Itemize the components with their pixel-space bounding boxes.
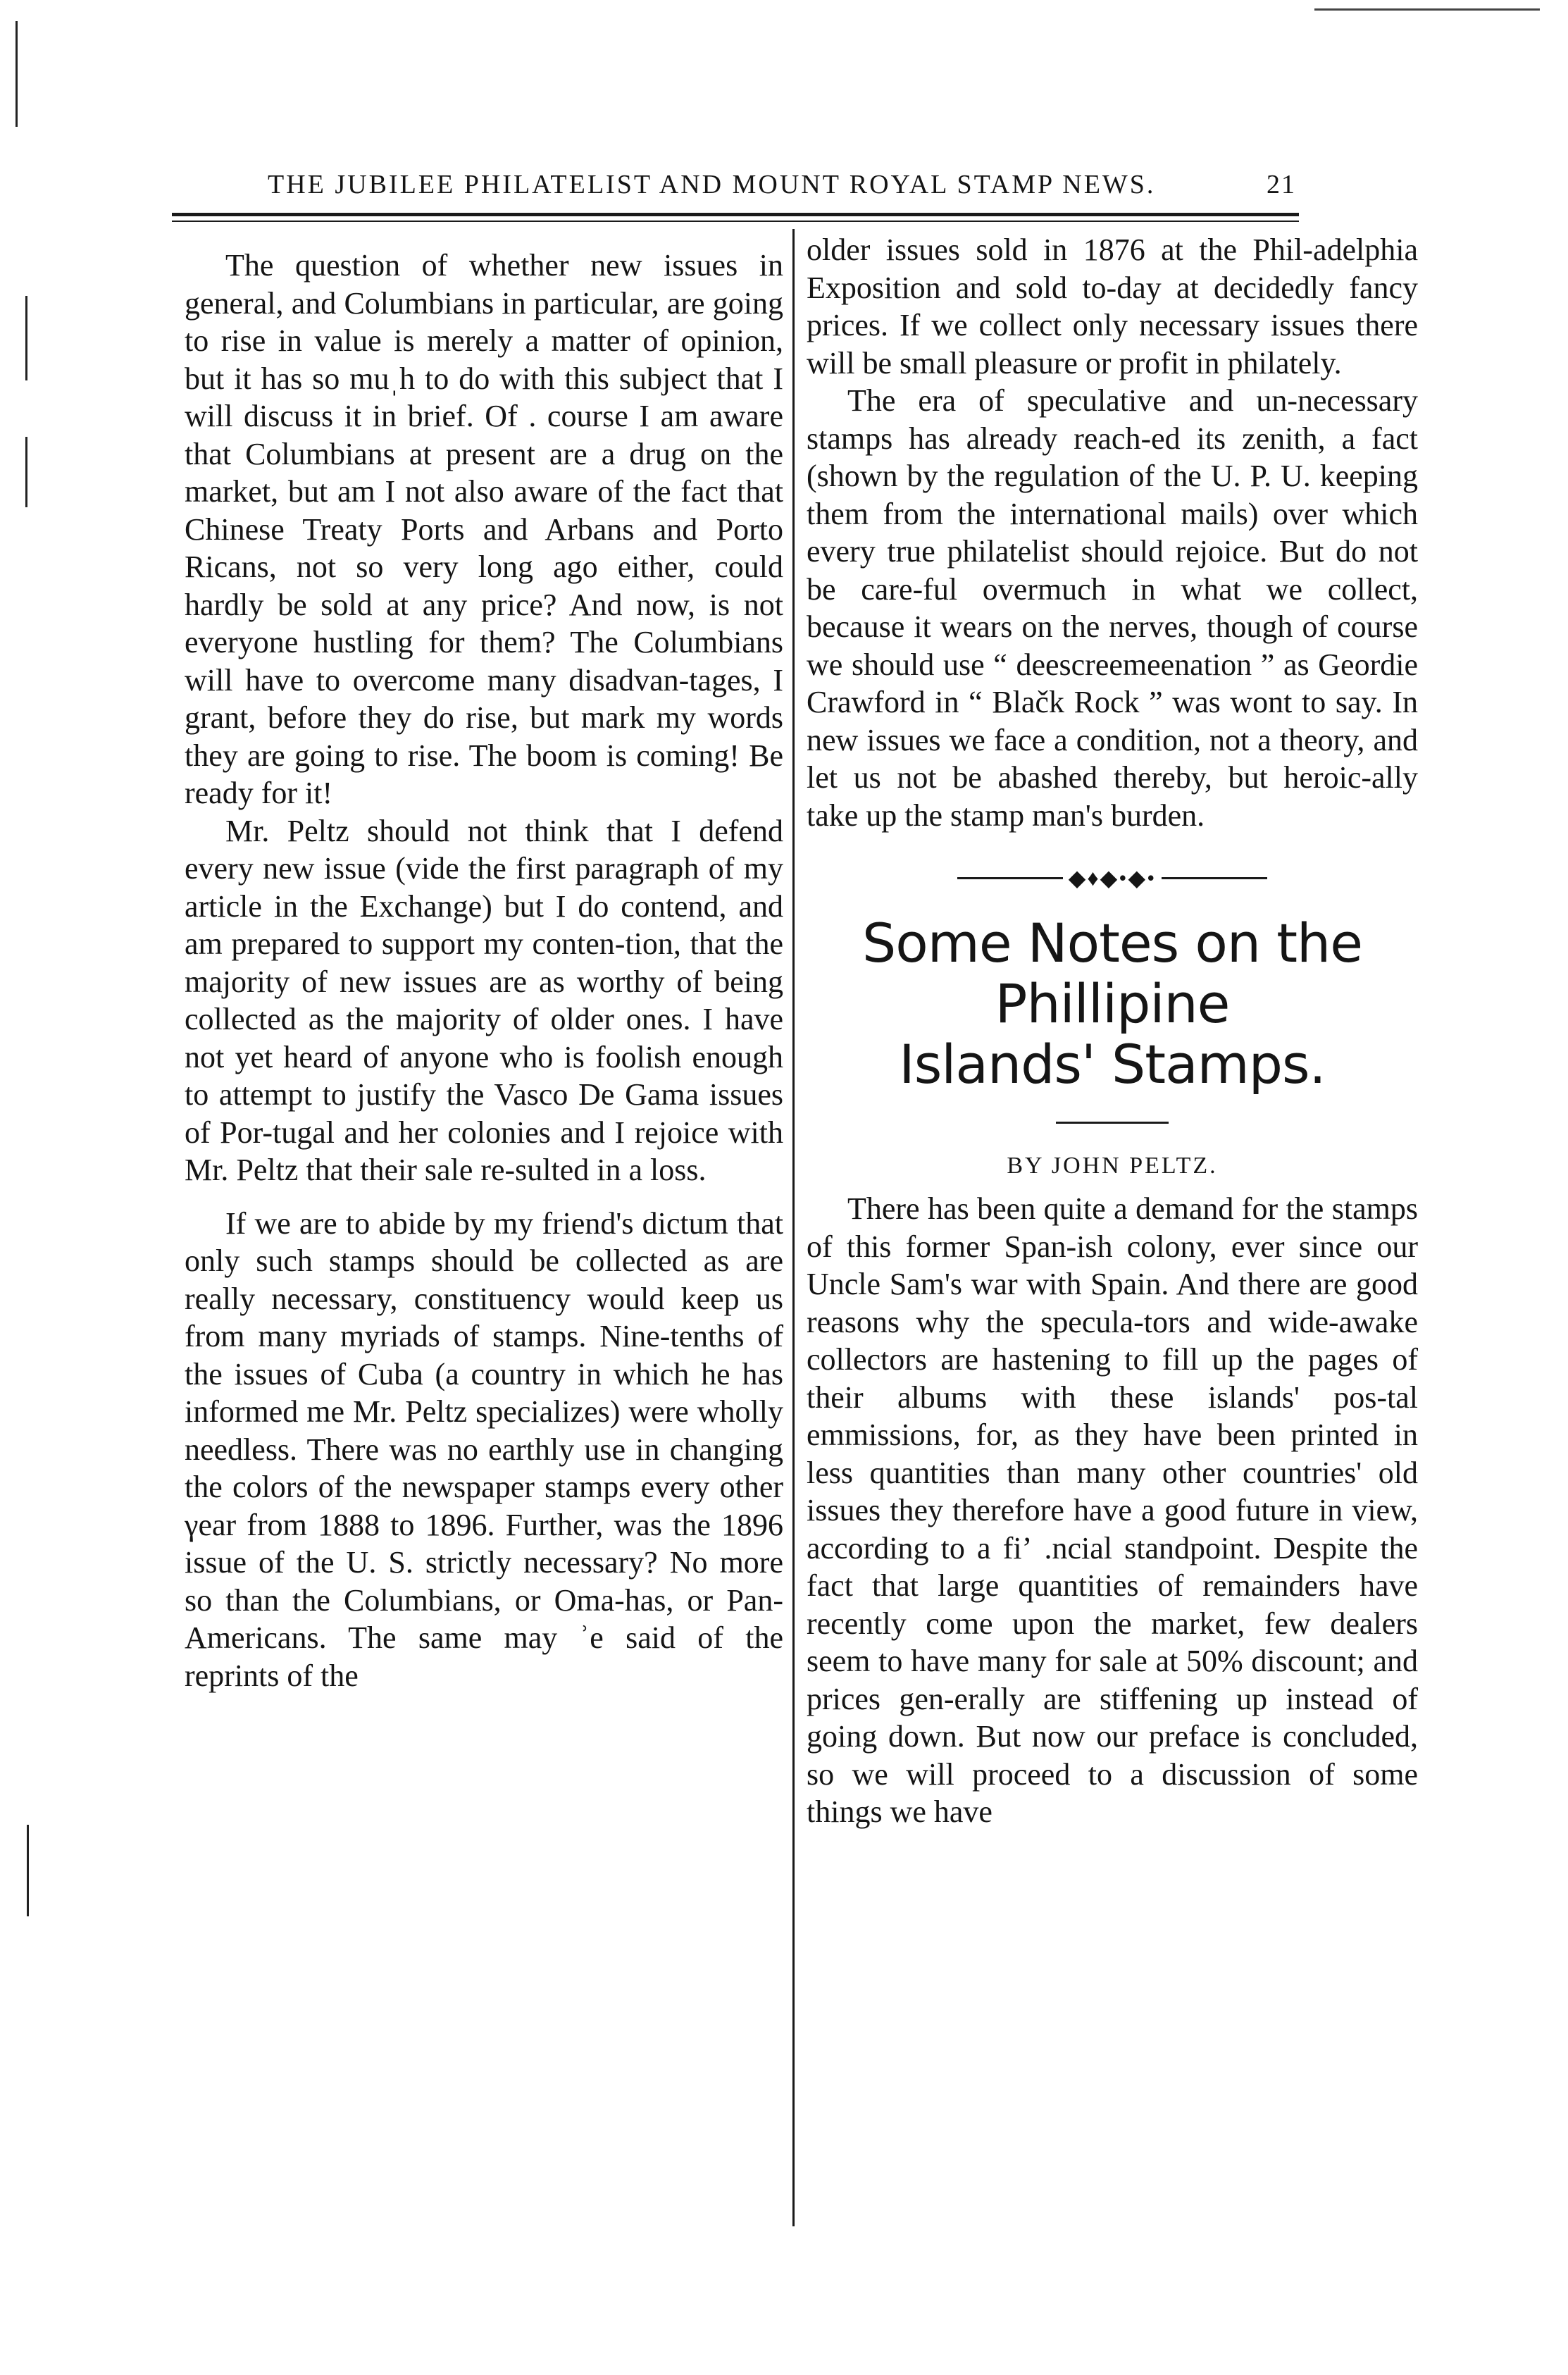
- paragraph: If we are to abide by my friend's dictum that only such stamps should be collected as are really necessary, constituency would keep us from many myriads of stamps. Nine-tenths of the issues of Cuba (a country in which he has informed me Mr. Peltz specializes) were wholly needless. There was no earthly use in changing the colors of the newspaper stamps every other γear from 1888 to 1896. Further, was the 1896 issue of the U. S. strictly necessary? No more so than the Columbians, or Oma-has, or Pan-Americans. The same may ʾe said of the reprints of the: [185, 1205, 783, 1693]
- header-rule-thick: [172, 213, 1299, 216]
- header-rule-thin: [172, 221, 1299, 222]
- ornament-center: ◆♦◆•◆•: [1068, 865, 1157, 891]
- journal-title: THE JUBILEE PHILATELIST AND MOUNT ROYAL STAMP NEWS.: [268, 170, 1156, 199]
- column-divider: [792, 229, 795, 2226]
- ornament-line-left: [957, 877, 1063, 879]
- right-column: [807, 231, 1418, 1831]
- left-column: [185, 231, 783, 1694]
- scan-corner-mark: [1314, 8, 1540, 11]
- page-number: 21: [1267, 170, 1296, 199]
- paragraph-continuation: older issues sold in 1876 at the Phil-adelphia Exposition and sold to-day at decidedly fancy prices. If we collect only necessary issues there will be small pleasure or profit in philately.: [807, 232, 1418, 380]
- scan-margin-mark: [25, 296, 27, 380]
- ornament-line-right: [1162, 877, 1267, 879]
- scan-margin-mark: [15, 21, 18, 127]
- article-title-line1: Some Notes on the Phillipine: [862, 912, 1362, 1035]
- section-ornament: [807, 865, 1418, 891]
- byline: BY JOHN PELTZ.: [1007, 1153, 1218, 1179]
- scan-margin-mark: [25, 437, 27, 507]
- paragraph: The question of whether new issues in general, and Columbians in particular, are going to rise in value is merely a matter of opinion, but it has so muˌh to do with this subject that I will discuss it in brief. Of . course I am aware that Columbians at present are a drug on the market, but am I not also aware of the fact that Chinese Treaty Ports and Arbans and Porto Ricans, not so very long ago either, could hardly be sold at any price? And now, is not everyone hustling for them? The Columbians will have to overcome many disadvan-tages, I grant, before they do rise, but mark my words they are going to rise. The boom is coming! Be ready for it!: [185, 248, 783, 810]
- title-rule: [1056, 1122, 1169, 1124]
- paragraph: There has been quite a demand for the stamps of this former Span-ish colony, ever since our Uncle Sam's war with Spain. And there are good reasons why the specula-tors and wide-awake collectors are hastening to fill up the pages of their albums with these islands' pos-tal emmissions, for, as they have been printed in less quantities than many other countries' old issues they therefore have a good future in view, according to a fiʼ .ncial standpoint. Despite the fact that large quantities of remainders have recently come upon the market, few dealers seem to have many for ѕale at 50% discount; and prices gen-erally are stiffening up instead of going down. But now our preface is concluded, so we will proceed to a discussion of some things we have: [807, 1191, 1418, 1829]
- paragraph: Mr. Peltz should not think that I defend every new issue (vide the first paragraph of my article in the Exchange) but I do contend, and am prepared to support my conten-tion, that the majority of new issues are as worthy of being collected as the majority of older ones. I have not yet heard of anyone who is foolish enough to attempt to justify the Vasco De Gama issues of Por-tugal and her colonies and I rejoice with Mr. Peltz that their sale re-sulted in a loss.: [185, 813, 783, 1187]
- article-title-line2: Islands' Stamps.: [899, 1033, 1326, 1096]
- article-title: [807, 913, 1418, 1095]
- scan-margin-mark: [27, 1825, 29, 1916]
- paragraph: The era of speculative and un-necessary stamps has already reach-ed its zenith, a fact (shown by the regulation of the U. P. U. keeping them from the international mails) over which every true philatelist should rejoice. But do not be care-ful overmuch in what we collect, because it wears on the nerves, though of course we should use “ deescreemeenation ” as Geordie Crawford in “ Blačk Rock ” was wont to say. In new issues we face a condition, not a theory, and let us not be abashed thereby, but heroic-ally take up the stamp man's burden.: [807, 383, 1418, 833]
